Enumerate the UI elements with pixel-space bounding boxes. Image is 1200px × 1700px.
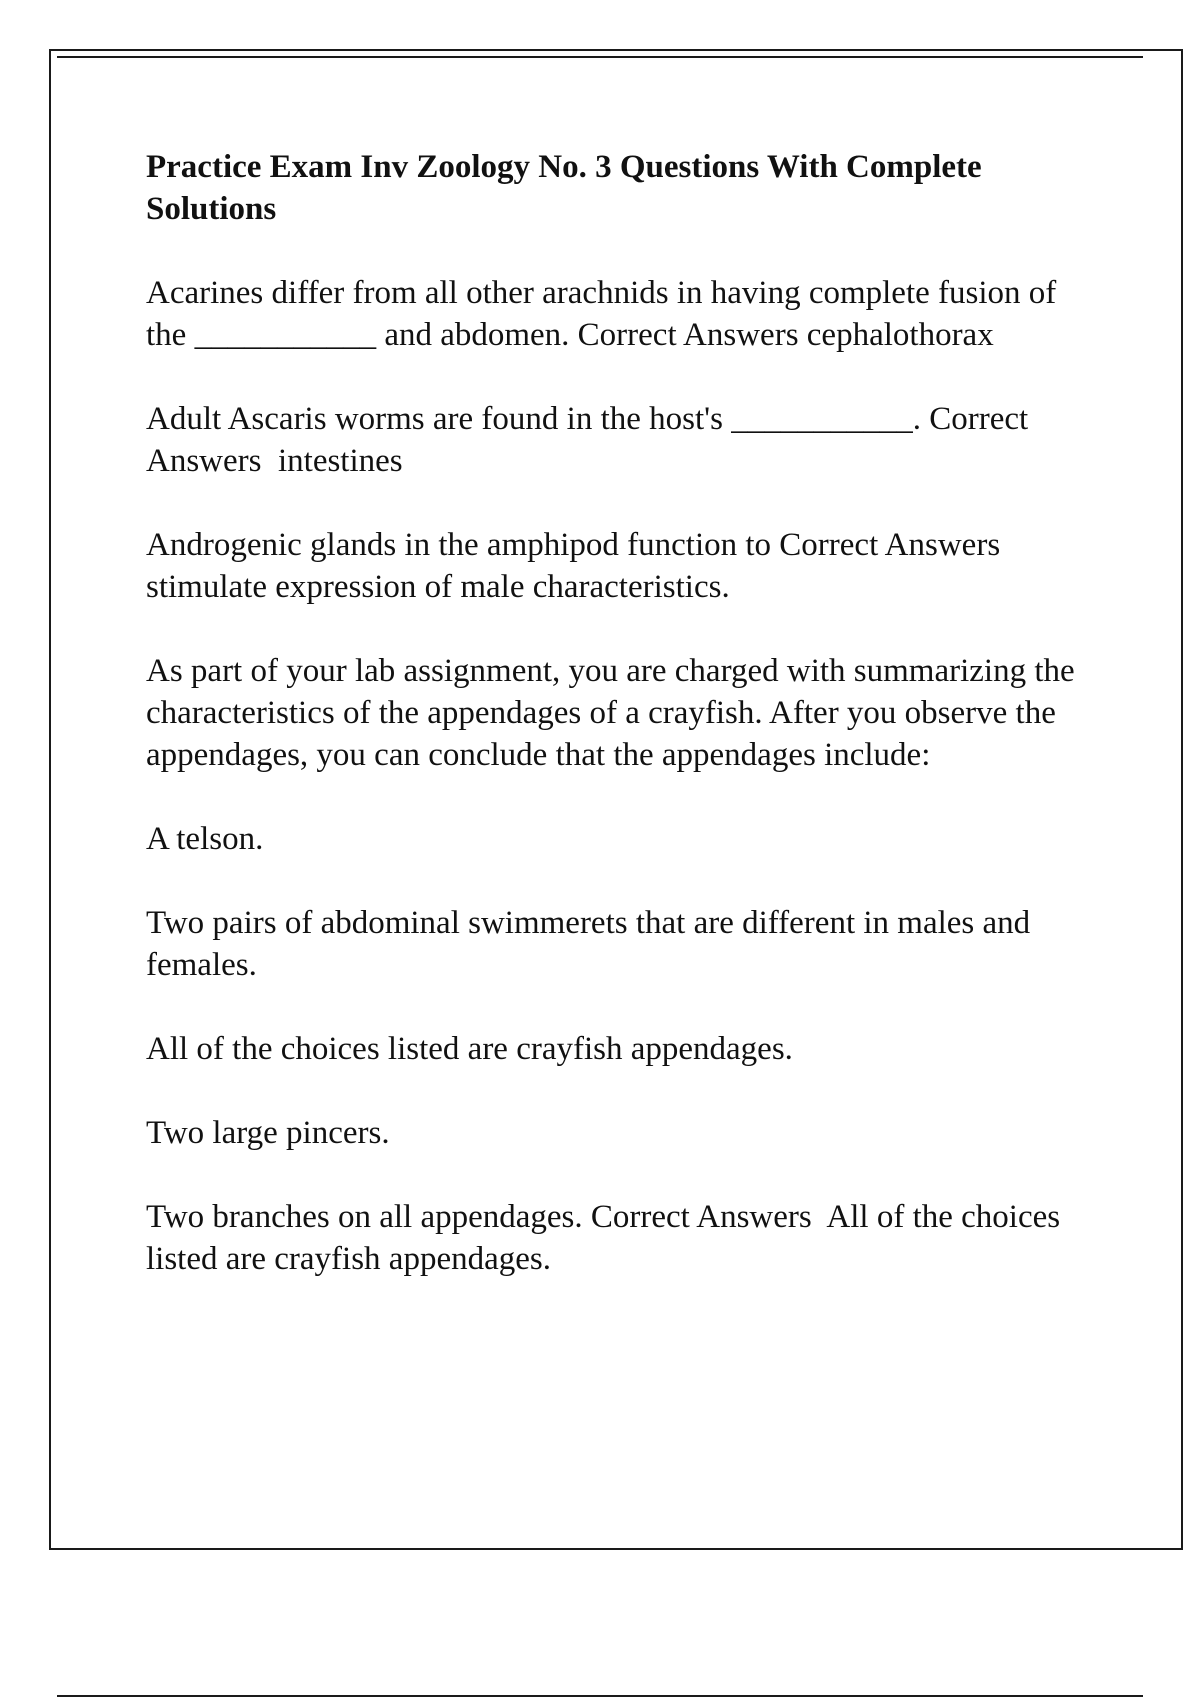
choice-all-listed: All of the choices listed are crayfish appendages. [146,1031,793,1067]
question-androgenic-glands: Androgenic glands in the amphipod function to Correct Answers stimulate expression of male characteristics. [146,527,1009,605]
bottom-rule [57,1695,1143,1697]
choice-swimmerets: Two pairs of abdominal swimmerets that are different in males and females. [146,905,1039,983]
question-crayfish-appendages: As part of your lab assignment, you are charged with summarizing the characteristics of the appendages of a crayfish. After you observe the appendages, you can conclude that the appendages include: [146,653,1083,773]
document-title: Practice Exam Inv Zoology No. 3 Questions With Complete Solutions [146,149,982,227]
question-ascaris: Adult Ascaris worms are found in the host's ___________. Correct Answers intestines [146,401,1035,479]
choice-pincers: Two large pincers. [146,1115,390,1151]
top-rule [57,56,1143,58]
question-acarines: Acarines differ from all other arachnids in having complete fusion of the ___________ and abdomen. Correct Answers cephalothorax [146,275,1065,353]
choice-telson: A telson. [146,821,264,857]
choice-two-branches-answer: Two branches on all appendages. Correct Answers All of the choices listed are crayfish appendages. [146,1199,1069,1277]
document-body [146,146,1102,1280]
